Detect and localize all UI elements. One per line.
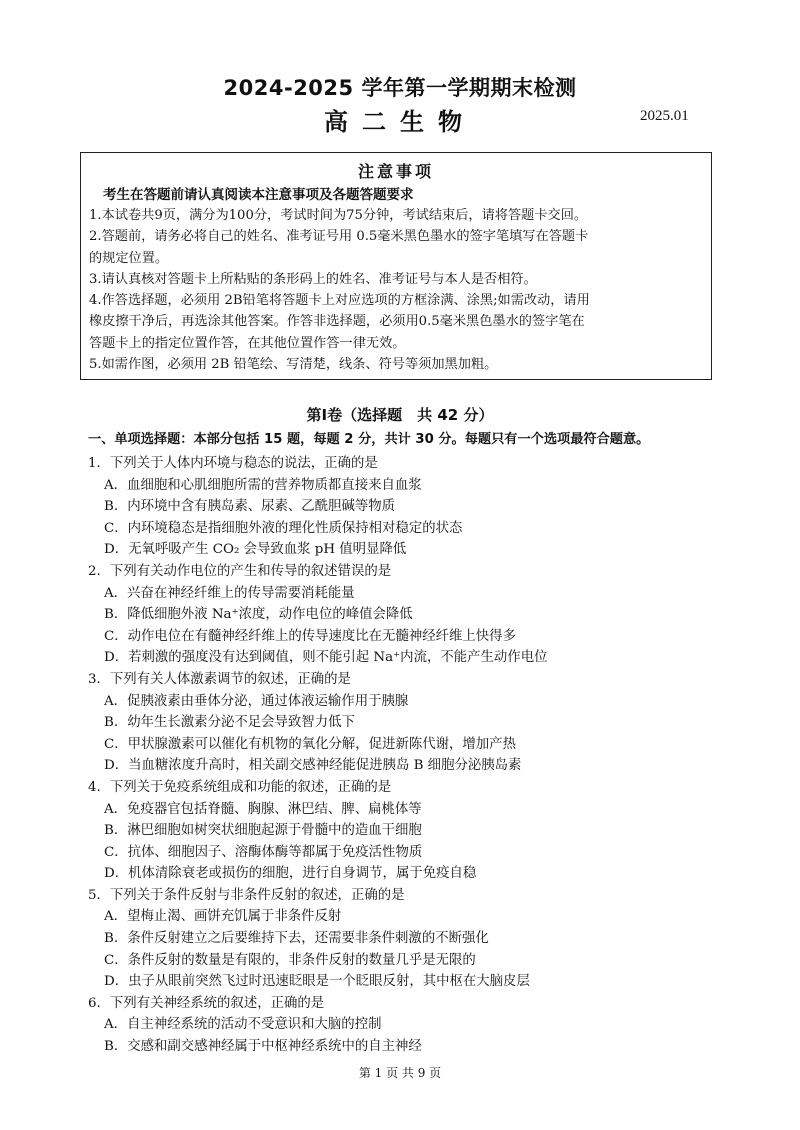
question-option: A．兴奋在神经纤维上的传导需要消耗能量 bbox=[104, 585, 355, 601]
question-1 bbox=[88, 453, 728, 561]
question-option: A．血细胞和心肌细胞所需的营养物质都直接来自血浆 bbox=[104, 477, 422, 493]
question-option: A．自主神经系统的活动不受意识和大脑的控制 bbox=[104, 1017, 382, 1033]
question-list bbox=[88, 453, 728, 1058]
exam-date: 2025.01 bbox=[640, 108, 689, 124]
question-option: C．动作电位在有髓神经纤维上的传导速度比在无髓神经纤维上快得多 bbox=[104, 628, 516, 644]
question-option: B．内环境中含有胰岛素、尿素、乙酰胆碱等物质 bbox=[104, 499, 396, 515]
question-5 bbox=[88, 885, 728, 993]
question-option: D．当血糖浓度升高时，相关副交感神经能促进胰岛 B 细胞分泌胰岛素 bbox=[104, 758, 522, 774]
notice-title: 注意事项 bbox=[357, 162, 434, 181]
question-option: D．虫子从眼前突然飞过时迅速眨眼是一个眨眼反射，其中枢在大脑皮层 bbox=[104, 974, 530, 990]
notice-item: 1.本试卷共9页，满分为100分，考试时间为75分钟，考试结束后，请将答题卡交回。 bbox=[89, 208, 588, 223]
subject-title: 高二生物 bbox=[324, 108, 476, 136]
notice-item: 4.作答选择题，必须用 2B铅笔将答题卡上对应选项的方框涂满、涂黑;如需改动，请用 bbox=[89, 293, 590, 309]
question-2 bbox=[88, 561, 728, 669]
question-3 bbox=[88, 669, 728, 777]
question-option: C．甲状腺激素可以催化有机物的氧化分解，促进新陈代谢，增加产热 bbox=[104, 736, 516, 752]
notice-item: 2.答题前，请务必将自己的姓名、准考证号用 0.5毫米黑色墨水的签字笔填写在答题卡 bbox=[89, 229, 589, 245]
question-option: B．条件反射建立之后要维持下去，还需要非条件刺激的不断强化 bbox=[104, 931, 489, 947]
notice-items bbox=[89, 205, 703, 375]
question-option: B．降低细胞外液 Na⁺浓度，动作电位的峰值会降低 bbox=[104, 607, 413, 623]
question-option: B．幼年生长激素分泌不足会导致智力低下 bbox=[104, 715, 355, 731]
question-stem: 4．下列关于免疫系统组成和功能的叙述，正确的是 bbox=[88, 779, 392, 795]
question-option: B．交感和副交感神经属于中枢神经系统中的自主神经 bbox=[104, 1039, 422, 1055]
question-option: D．无氧呼吸产生 CO₂ 会导致血浆 pH 值明显降低 bbox=[104, 542, 407, 558]
question-option: A．免疫器官包括脊髓、胸腺、淋巴结、脾、扁桃体等 bbox=[104, 801, 422, 817]
section-title: 第Ⅰ卷（选择题 共 42 分） bbox=[306, 406, 494, 424]
question-stem: 6．下列有关神经系统的叙述，正确的是 bbox=[88, 995, 325, 1011]
exam-title: 2024-2025 学年第一学期期末检测 bbox=[223, 76, 577, 100]
notice-item: 3.请认真核对答题卡上所粘贴的条形码上的姓名、准考证号与本人是否相符。 bbox=[89, 271, 537, 287]
question-option: D．若刺激的强度没有达到阈值，则不能引起 Na⁺内流，不能产生动作电位 bbox=[104, 650, 548, 666]
question-option: C．内环境稳态是指细胞外液的理化性质保持相对稳定的状态 bbox=[104, 520, 463, 536]
notice-item: 的规定位置。 bbox=[89, 250, 169, 266]
question-6 bbox=[88, 993, 728, 1058]
question-stem: 2．下列有关动作电位的产生和传导的叙述错误的是 bbox=[88, 563, 392, 579]
page-footer: 第 1 页 共 9 页 bbox=[358, 1066, 442, 1080]
notice-subtitle: 考生在答题前请认真阅读本注意事项及各题答题要求 bbox=[103, 187, 414, 203]
question-option: C．条件反射的数量是有限的，非条件反射的数量几乎是无限的 bbox=[104, 952, 476, 968]
question-stem: 1．下列关于人体内环境与稳态的说法，正确的是 bbox=[88, 456, 378, 471]
question-4 bbox=[88, 777, 728, 885]
question-option: C．抗体、细胞因子、溶酶体酶等都属于免疫活性物质 bbox=[104, 844, 423, 860]
question-stem: 5．下列关于条件反射与非条件反射的叙述，正确的是 bbox=[88, 887, 405, 903]
question-option: A．望梅止渴、画饼充饥属于非条件反射 bbox=[104, 909, 342, 925]
notice-item: 5.如需作图，必须用 2B 铅笔绘、写清楚，线条、符号等须加黑加粗。 bbox=[89, 357, 498, 373]
notice-item: 橡皮擦干净后，再选涂其他答案。作答非选择题，必须用0.5毫米黑色墨水的签字笔在 bbox=[89, 314, 585, 330]
question-option: B．淋巴细胞如树突状细胞起源于骨髓中的造血干细胞 bbox=[104, 823, 422, 839]
question-option: D．机体清除衰老或损伤的细胞，进行自身调节，属于免疫自稳 bbox=[104, 866, 477, 882]
question-stem: 3．下列有关人体激素调节的叙述，正确的是 bbox=[88, 671, 351, 687]
section-instructions: 一、单项选择题：本部分包括 15 题，每题 2 分，共计 30 分。每题只有一个选项最符合题意。 bbox=[88, 432, 650, 447]
question-option: A．促胰液素由垂体分泌，通过体液运输作用于胰腺 bbox=[104, 693, 409, 709]
notice-item: 答题卡上的指定位置作答，在其他位置作答一律无效。 bbox=[89, 335, 406, 351]
notice-box bbox=[80, 152, 712, 380]
